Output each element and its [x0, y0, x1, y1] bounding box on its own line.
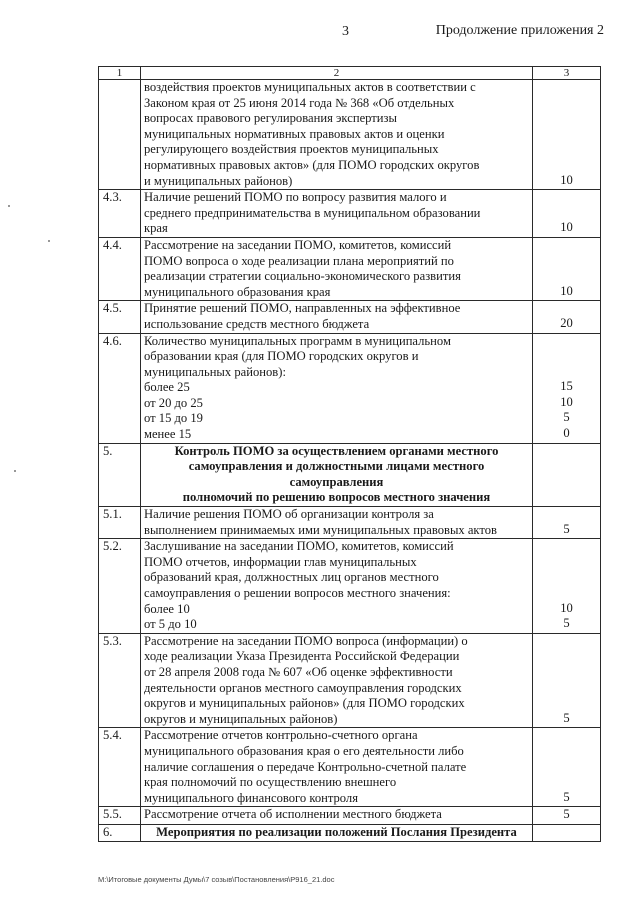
column-header-description: 2	[141, 67, 533, 80]
score-value: 5	[563, 521, 570, 536]
description-line: выполнением принимаемых ими муниципальных правовых актов	[144, 522, 497, 537]
description-line: муниципального образования края о его деятельности либо	[144, 743, 464, 758]
criterion-row	[99, 507, 601, 539]
score-value: 20	[560, 315, 573, 330]
column-header-number: 1	[99, 67, 141, 80]
description-line: Принятие решений ПОМО, направленных на эффективное	[144, 301, 461, 316]
score-value: 0	[563, 426, 570, 441]
description-line: муниципальных районов):	[144, 364, 286, 379]
criterion-description	[141, 507, 533, 539]
score-cell	[533, 301, 601, 333]
description-line: ходе реализации Указа Президента Российской Федерации	[144, 649, 460, 664]
row-number: 6.	[99, 824, 141, 841]
description-line: образовании края (для ПОМО городских округов и	[144, 349, 419, 364]
score-cell	[533, 539, 601, 634]
criterion-row	[99, 539, 601, 634]
description-line: от 5 до 10	[144, 617, 197, 632]
criterion-description	[141, 807, 533, 825]
criterion-row	[99, 807, 601, 825]
description-line: Наличие решений ПОМО по вопросу развития малого и	[144, 190, 447, 205]
description-line: вопросах правового регулирования экспертизы	[144, 111, 397, 126]
description-line: менее 15	[144, 427, 192, 442]
description-line: Количество муниципальных программ в муниципальном	[144, 333, 451, 348]
score-value: 10	[560, 600, 573, 615]
row-number: 4.3.	[99, 190, 141, 238]
score-value: 10	[560, 220, 573, 235]
score-cell	[533, 333, 601, 443]
criterion-row	[99, 80, 601, 190]
criterion-row	[99, 728, 601, 807]
score-value: 5	[563, 807, 570, 822]
row-number: 4.6.	[99, 333, 141, 443]
criterion-description	[141, 633, 533, 728]
score-cell	[533, 190, 601, 238]
margin-speck	[8, 205, 10, 207]
description-line: Мероприятия по реализации положений Послания Президента	[156, 824, 517, 839]
description-line: округов и муниципальных районов» (для ПОМО городских	[144, 696, 465, 711]
score-cell	[533, 728, 601, 807]
score-cell	[533, 824, 601, 841]
margin-speck	[48, 240, 50, 242]
section-title	[141, 824, 533, 841]
description-line: края полномочий по осуществлению внешнего	[144, 775, 397, 790]
row-number: 5.4.	[99, 728, 141, 807]
description-line: использование средств местного бюджета	[144, 316, 370, 331]
description-line: Законом края от 25 июня 2014 года № 368 «Об отдельных	[144, 95, 455, 110]
score-value: 15	[560, 379, 573, 394]
score-cell	[533, 507, 601, 539]
description-line: муниципального финансового контроля	[144, 790, 359, 805]
description-line: муниципальных нормативных правовых актов и оценки	[144, 126, 445, 141]
score-cell	[533, 237, 601, 300]
criterion-row	[99, 190, 601, 238]
description-line: воздействия проектов муниципальных актов в соответствии с	[144, 80, 476, 94]
score-cell	[533, 443, 601, 506]
description-line: от 20 до 25	[144, 395, 203, 410]
score-value: 5	[563, 410, 570, 425]
criterion-row	[99, 237, 601, 300]
criterion-row	[99, 633, 601, 728]
description-line: ПОМО вопроса о ходе реализации плана мероприятий по	[144, 253, 454, 268]
score-cell	[533, 633, 601, 728]
description-line: муниципального образования края	[144, 284, 331, 299]
description-line: от 15 до 19	[144, 411, 203, 426]
description-line: от 28 апреля 2008 года № 607 «Об оценке эффективности	[144, 664, 453, 679]
criterion-row	[99, 333, 601, 443]
criterion-description	[141, 237, 533, 300]
description-line: деятельности органов местного самоуправления городских	[144, 680, 462, 695]
criterion-description	[141, 539, 533, 634]
description-line: образований края, должностных лиц органов местного	[144, 570, 439, 585]
score-value: 5	[563, 710, 570, 725]
section-title	[141, 443, 533, 506]
criterion-description	[141, 190, 533, 238]
row-number: 5.	[99, 443, 141, 506]
description-line: Наличие решения ПОМО об организации контроля за	[144, 507, 434, 522]
score-value: 5	[563, 616, 570, 631]
section-row	[99, 824, 601, 841]
description-line: округов и муниципальных районов)	[144, 711, 338, 726]
appendix-continuation-label: Продолжение приложения 2	[435, 23, 604, 38]
criterion-description	[141, 728, 533, 807]
criteria-table	[98, 66, 601, 842]
description-line: Заслушивание на заседании ПОМО, комитетов, комиссий	[144, 539, 454, 554]
document-file-path: M:\Итоговые документы Думы\7 созыв\Постановления\Р916_21.doc	[98, 875, 335, 884]
description-line: нормативных правовых актов» (для ПОМО городских округов	[144, 157, 480, 172]
description-line: полномочий по решению вопросов местного значения	[182, 490, 491, 505]
score-value: 10	[560, 394, 573, 409]
description-line: среднего предпринимательства в муниципальном образовании	[144, 205, 481, 220]
column-header-row	[99, 67, 601, 80]
description-line: Рассмотрение на заседании ПОМО вопроса (информации) о	[144, 633, 468, 648]
row-number: 5.5.	[99, 807, 141, 825]
description-line: реализации стратегии социально-экономического развития	[144, 269, 461, 284]
margin-speck	[14, 470, 16, 472]
row-number: 5.3.	[99, 633, 141, 728]
row-number: 5.2.	[99, 539, 141, 634]
description-line: самоуправления о решении вопросов местного значения:	[144, 586, 451, 600]
row-number: 4.4.	[99, 237, 141, 300]
row-number	[99, 80, 141, 190]
criterion-description	[141, 80, 533, 190]
description-line: и муниципальных районов)	[144, 173, 293, 188]
criterion-description	[141, 301, 533, 333]
page-number: 3	[342, 24, 349, 39]
criterion-description	[141, 333, 533, 443]
description-line: регулирующего воздействия проектов муниципальных	[144, 142, 439, 157]
description-line: Рассмотрение на заседании ПОМО, комитетов, комиссий	[144, 237, 452, 252]
description-line: наличие соглашения о передаче Контрольно-счетной палате	[144, 759, 467, 774]
description-line: края	[144, 221, 168, 236]
description-line: Рассмотрение отчета об исполнении местного бюджета	[144, 807, 442, 822]
score-value: 5	[563, 789, 570, 804]
description-line: более 10	[144, 601, 190, 616]
description-line: Контроль ПОМО за осуществлением органами местного	[174, 443, 499, 458]
section-row	[99, 443, 601, 506]
score-value: 10	[560, 172, 573, 187]
row-number: 5.1.	[99, 507, 141, 539]
description-line: самоуправления и должностными лицами местного самоуправления	[188, 459, 485, 489]
description-line: Рассмотрение отчетов контрольно-счетного органа	[144, 728, 418, 743]
score-value: 10	[560, 283, 573, 298]
description-line: более 25	[144, 380, 190, 395]
description-line: ПОМО отчетов, информации глав муниципальных	[144, 554, 417, 569]
score-cell	[533, 80, 601, 190]
score-cell	[533, 807, 601, 825]
criteria-table-body	[99, 67, 601, 842]
row-number: 4.5.	[99, 301, 141, 333]
criterion-row	[99, 301, 601, 333]
column-header-score: 3	[533, 67, 601, 80]
